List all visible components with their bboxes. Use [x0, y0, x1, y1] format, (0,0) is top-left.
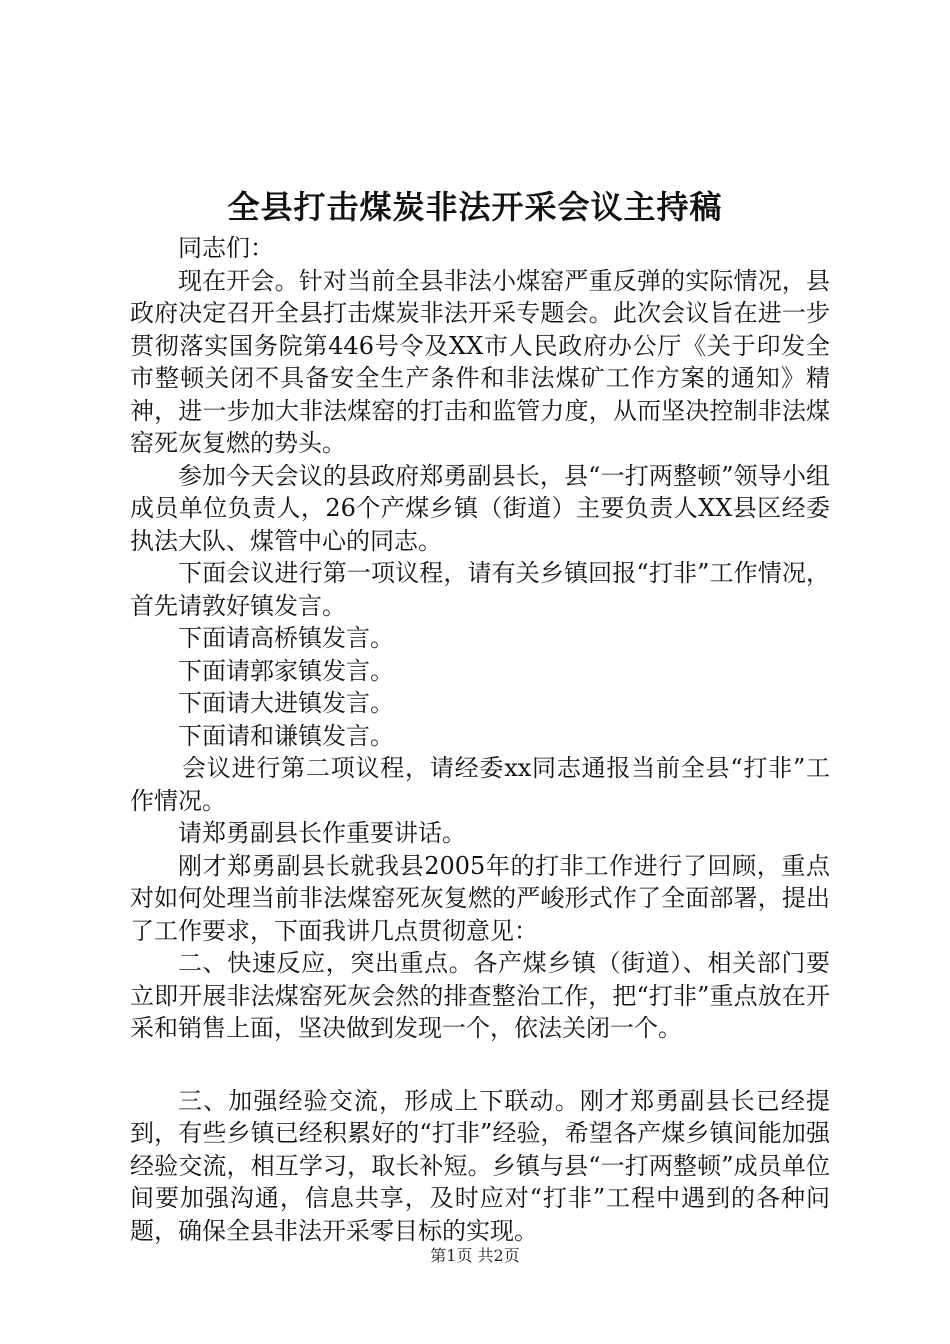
paragraph-speaker: 下面请郭家镇发言。 — [178, 656, 394, 685]
document-title: 全县打击煤炭非法开采会议主持稿 — [227, 188, 723, 226]
salutation: 同志们： — [178, 234, 274, 262]
document-body — [130, 232, 830, 1247]
paragraph-speaker: 下面请和谦镇发言。 — [178, 721, 394, 750]
paragraph-speech: 请郑勇副县长作重要讲话。 — [178, 819, 466, 847]
paragraph-spacer — [130, 1045, 830, 1085]
paragraph-point-3: 三、加强经验交流，形成上下联动。刚才郑勇副县长已经提到，有些乡镇已经积累好的“打非”经验，希望各产煤乡镇间能加强经验交流，相互学习，取长补短。乡镇与县“一打两整顿”成员单位间要加强沟通，信息共享，及时应对“打非”工程中遇到的各种问题，确保全县非法开采零目标的实现。 — [130, 1086, 830, 1245]
paragraph-speaker: 下面请大进镇发言。 — [178, 689, 394, 717]
paragraph-attendees: 参加今天会议的县政府郑勇副县长，县“一打两整顿”领导小组成员单位负责人，26个产煤乡镇（街道）主要负责人XX县区经委执法大队、煤管中心的同志。 — [130, 461, 830, 555]
page-footer: 第1页 共2页 — [430, 1246, 520, 1265]
paragraph-review: 刚才郑勇副县长就我县2005年的打非工作进行了回顾，重点对如何处理当前非法煤窑死灰复燃的严峻形式作了全面部署，提出了工作要求，下面我讲几点贯彻意见： — [130, 851, 830, 945]
paragraph-opening: 现在开会。针对当前全县非法小煤窑严重反弹的实际情况，县政府决定召开全县打击煤炭非法开采专题会。此次会议旨在进一步贯彻落实国务院第446号令及XX市人民政府办公厅《关于印发全市整顿关闭不具备安全生产条件和非法煤矿工作方案的通知》精神，进一步加大非法煤窑的打击和监管力度，从而坚决控制非法煤窑死灰复燃的势头。 — [130, 266, 830, 457]
paragraph-agenda-2: 会议进行第二项议程，请经委xx同志通报当前全县“打非”工作情况。 — [130, 754, 830, 815]
paragraph-agenda-1: 下面会议进行第一项议程，请有关乡镇回报“打非”工作情况，首先请敦好镇发言。 — [130, 559, 830, 620]
paragraph-point-2: 二、快速反应，突出重点。各产煤乡镇（街道）、相关部门要立即开展非法煤窑死灰会然的排查整治工作，把“打非”重点放在开采和销售上面，坚决做到发现一个，依法关闭一个。 — [130, 949, 830, 1042]
paragraph-speaker: 下面请高桥镇发言。 — [178, 624, 394, 652]
